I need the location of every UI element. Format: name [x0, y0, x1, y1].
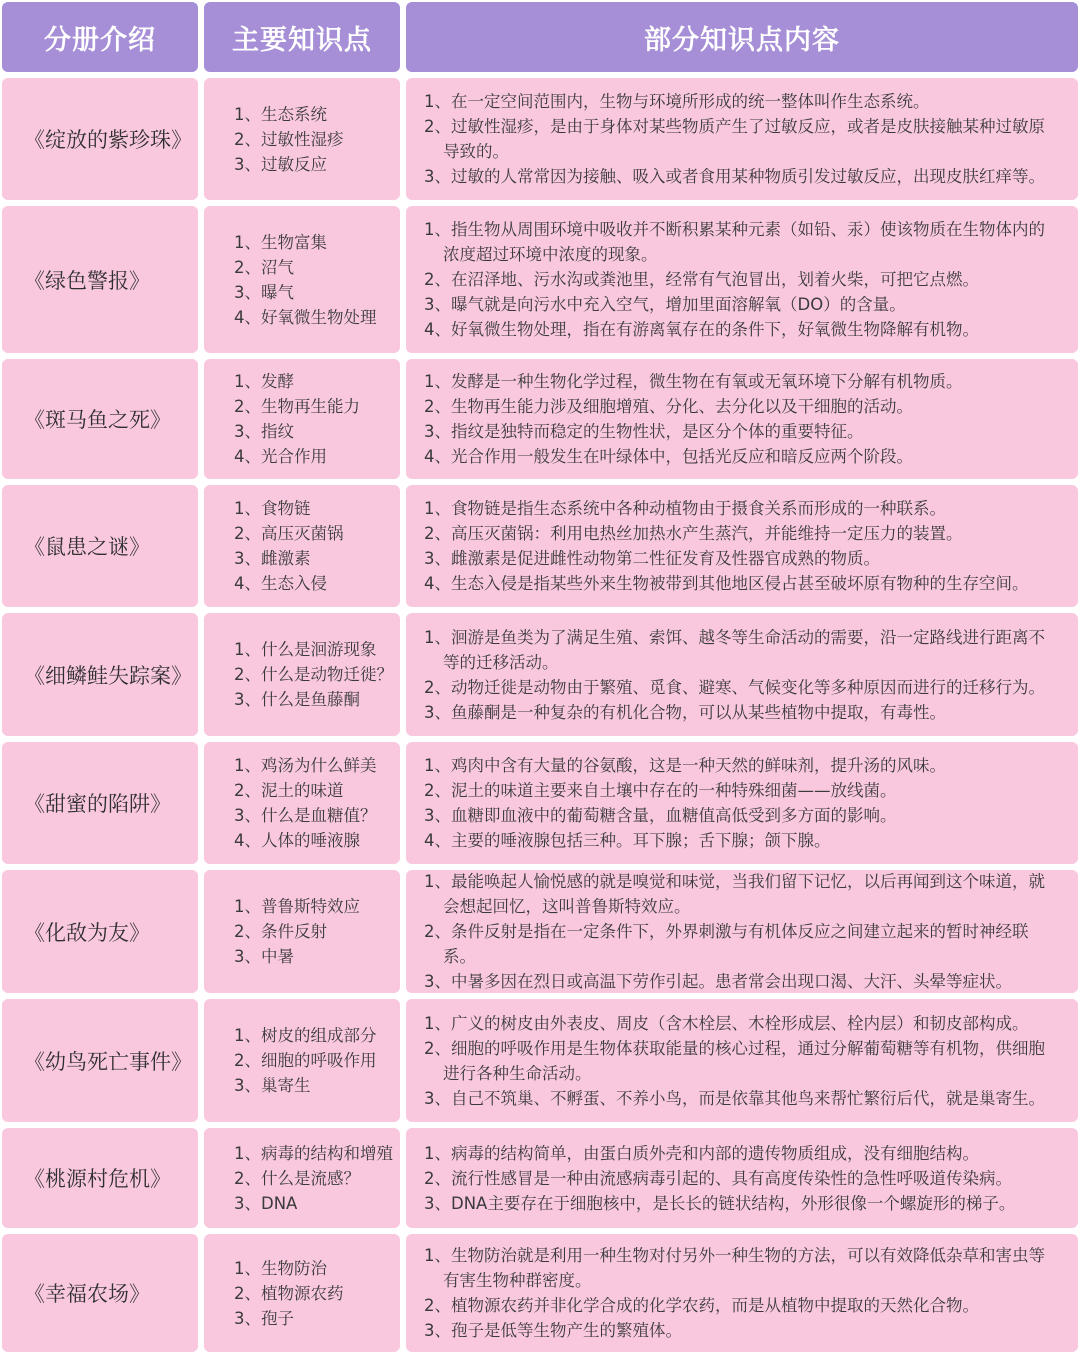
knowledge-content-item: 1、最能唤起人愉悦感的就是嗅觉和味觉，当我们留下记忆，以后再闻到这个味道，就会想起回忆，这叫普鲁斯特效应。 — [424, 872, 1045, 916]
knowledge-points — [204, 870, 400, 993]
knowledge-content-item: 3、雌激素是促进雌性动物第二性征发育及性器官成熟的物质。 — [424, 549, 880, 568]
knowledge-content-item: 4、生态入侵是指某些外来生物被带到其他地区侵占甚至破坏原有物种的生存空间。 — [424, 574, 1029, 593]
knowledge-point-item: 1、生物富集 — [234, 232, 327, 252]
knowledge-content-item: 3、指纹是独特而稳定的生物性状，是区分个体的重要特征。 — [424, 422, 864, 441]
knowledge-point-item: 2、泥土的味道 — [234, 781, 344, 800]
knowledge-points — [204, 1234, 400, 1352]
knowledge-point-item: 1、发酵 — [234, 372, 294, 391]
knowledge-point-item: 1、什么是洄游现象 — [234, 640, 377, 659]
knowledge-point-item: 3、中暑 — [234, 947, 294, 966]
knowledge-points — [204, 613, 400, 736]
knowledge-point-item: 2、什么是动物迁徙？ — [234, 665, 393, 684]
knowledge-point-item: 3、曝气 — [234, 282, 294, 302]
knowledge-point-item: 1、鸡汤为什么鲜美 — [234, 756, 377, 775]
book-title: 《绿色警报》 — [2, 206, 198, 353]
knowledge-content-item: 2、过敏性湿疹，是由于身体对某些物质产生了过敏反应，或者是皮肤接触某种过敏原导致的。 — [424, 117, 1045, 161]
book-title: 《斑马鱼之死》 — [2, 359, 198, 479]
book-title: 《化敌为友》 — [2, 870, 198, 993]
knowledge-content-item: 1、广义的树皮由外表皮、周皮（含木栓层、木栓形成层、栓内层）和韧皮部构成。 — [424, 1013, 1029, 1033]
knowledge-content — [406, 485, 1078, 607]
header-main-points: 主要知识点 — [204, 2, 400, 72]
knowledge-point-item: 2、生物再生能力 — [234, 397, 360, 416]
knowledge-point-item: 4、生态入侵 — [234, 574, 327, 593]
knowledge-point-item: 2、什么是流感？ — [234, 1168, 360, 1188]
knowledge-content-item: 2、植物源农药并非化学合成的化学农药，而是从植物中提取的天然化合物。 — [424, 1296, 979, 1315]
knowledge-points — [204, 78, 400, 200]
knowledge-content-item: 2、泥土的味道主要来自土壤中存在的一种特殊细菌——放线菌。 — [424, 781, 897, 800]
knowledge-point-item: 1、普鲁斯特效应 — [234, 897, 360, 916]
knowledge-content — [406, 78, 1078, 200]
knowledge-point-item: 1、树皮的组成部分 — [234, 1026, 377, 1045]
knowledge-content-item: 1、生物防治就是利用一种生物对付另外一种生物的方法，可以有效降低杂草和害虫等有害生物种群密度。 — [424, 1246, 1045, 1290]
knowledge-content-item: 1、发酵是一种生物化学过程，微生物在有氧或无氧环境下分解有机物质。 — [424, 372, 963, 391]
knowledge-content — [406, 359, 1078, 479]
knowledge-content-item: 2、细胞的呼吸作用是生物体获取能量的核心过程，通过分解葡萄糖等有机物，供细胞进行各种生命活动。 — [424, 1038, 1045, 1083]
knowledge-content-item: 2、动物迁徙是动物由于繁殖、觅食、避寒、气候变化等多种原因而进行的迁移行为。 — [424, 677, 1045, 697]
knowledge-content-item: 1、鸡肉中含有大量的谷氨酸，这是一种天然的鲜味剂，提升汤的风味。 — [424, 756, 946, 775]
knowledge-point-item: 2、高压灭菌锅 — [234, 524, 344, 543]
knowledge-point-item: 3、什么是鱼藤酮 — [234, 690, 360, 709]
knowledge-content-item: 2、生物再生能力涉及细胞增殖、分化、去分化以及干细胞的活动。 — [424, 397, 913, 416]
knowledge-point-item: 2、过敏性湿疹 — [234, 129, 344, 149]
knowledge-content-item: 1、病毒的结构简单，由蛋白质外壳和内部的遗传物质组成，没有细胞结构。 — [424, 1143, 979, 1163]
knowledge-content-item: 1、食物链是指生态系统中各种动植物由于摄食关系而形成的一种联系。 — [424, 499, 946, 518]
knowledge-point-item: 1、食物链 — [234, 499, 311, 518]
knowledge-content-item: 2、高压灭菌锅：利用电热丝加热水产生蒸汽，并能维持一定压力的装置。 — [424, 524, 963, 543]
knowledge-point-item: 3、过敏反应 — [234, 154, 327, 174]
knowledge-point-item: 1、生态系统 — [234, 104, 327, 124]
header-partial-content: 部分知识点内容 — [406, 2, 1078, 72]
knowledge-point-item: 2、细胞的呼吸作用 — [234, 1051, 377, 1070]
knowledge-content-item: 1、在一定空间范围内，生物与环境所形成的统一整体叫作生态系统。 — [424, 92, 930, 111]
knowledge-content-item: 4、好氧微生物处理，指在有游离氧存在的条件下，好氧微生物降解有机物。 — [424, 320, 979, 339]
knowledge-content — [406, 206, 1078, 353]
knowledge-point-item: 3、DNA — [234, 1193, 298, 1213]
knowledge-content-item: 2、条件反射是指在一定条件下，外界刺激与有机体反应之间建立起来的暂时神经联系。 — [424, 922, 1029, 966]
knowledge-content — [406, 1128, 1078, 1228]
knowledge-content-item: 4、主要的唾液腺包括三种。耳下腺；舌下腺；颌下腺。 — [424, 831, 831, 850]
knowledge-content-item: 3、中暑多因在烈日或高温下劳作引起。患者常会出现口渴、大汗、头晕等症状。 — [424, 972, 1012, 991]
knowledge-content — [406, 742, 1078, 864]
knowledge-point-item: 4、光合作用 — [234, 447, 327, 466]
knowledge-content-item: 1、洄游是鱼类为了满足生殖、索饵、越冬等生命活动的需要，沿一定路线进行距离不等的迁移活动。 — [424, 627, 1045, 672]
knowledge-points — [204, 359, 400, 479]
knowledge-content-item: 3、过敏的人常常因为接触、吸入或者食用某种物质引发过敏反应，出现皮肤红痒等。 — [424, 167, 1045, 186]
knowledge-content-item: 3、自己不筑巢、不孵蛋、不养小鸟，而是依靠其他鸟来帮忙繁衍后代，就是巢寄生。 — [424, 1088, 1045, 1108]
knowledge-point-item: 3、孢子 — [234, 1308, 294, 1328]
knowledge-content — [406, 613, 1078, 736]
knowledge-content-item: 2、流行性感冒是一种由流感病毒引起的、具有高度传染性的急性呼吸道传染病。 — [424, 1168, 1012, 1188]
knowledge-point-item: 3、巢寄生 — [234, 1076, 311, 1095]
knowledge-point-item: 1、生物防治 — [234, 1258, 327, 1278]
knowledge-content-item: 2、在沼泽地、污水沟或粪池里，经常有气泡冒出，划着火柴，可把它点燃。 — [424, 270, 979, 289]
knowledge-points — [204, 485, 400, 607]
knowledge-content — [406, 999, 1078, 1122]
knowledge-point-item: 2、植物源农药 — [234, 1283, 344, 1303]
knowledge-content-item: 4、光合作用一般发生在叶绿体中，包括光反应和暗反应两个阶段。 — [424, 447, 913, 466]
book-title: 《桃源村危机》 — [2, 1128, 198, 1228]
knowledge-point-item: 2、条件反射 — [234, 922, 327, 941]
knowledge-content-item: 3、DNA主要存在于细胞核中，是长长的链状结构，外形很像一个螺旋形的梯子。 — [424, 1193, 1016, 1213]
book-title: 《细鳞鲑失踪案》 — [2, 613, 198, 736]
knowledge-point-item: 4、人体的唾液腺 — [234, 831, 360, 850]
knowledge-point-item: 3、雌激素 — [234, 549, 311, 568]
book-title: 《幸福农场》 — [2, 1234, 198, 1352]
knowledge-point-item: 3、指纹 — [234, 422, 294, 441]
book-title: 《甜蜜的陷阱》 — [2, 742, 198, 864]
book-title: 《绽放的紫珍珠》 — [2, 78, 198, 200]
book-title: 《幼鸟死亡事件》 — [2, 999, 198, 1122]
knowledge-content-item: 3、曝气就是向污水中充入空气，增加里面溶解氧（DO）的含量。 — [424, 295, 906, 314]
knowledge-content-item: 3、血糖即血液中的葡萄糖含量，血糖值高低受到多方面的影响。 — [424, 806, 897, 825]
knowledge-content-item: 3、孢子是低等生物产生的繁殖体。 — [424, 1321, 682, 1340]
knowledge-points — [204, 742, 400, 864]
knowledge-point-item: 2、沼气 — [234, 257, 294, 277]
knowledge-point-item: 3、什么是血糖值？ — [234, 806, 377, 825]
book-title: 《鼠患之谜》 — [2, 485, 198, 607]
knowledge-content-item: 3、鱼藤酮是一种复杂的有机化合物，可以从某些植物中提取，有毒性。 — [424, 702, 946, 722]
knowledge-point-item: 4、好氧微生物处理 — [234, 307, 377, 327]
knowledge-point-item: 1、病毒的结构和增殖 — [234, 1143, 393, 1163]
knowledge-points — [204, 1128, 400, 1228]
knowledge-content — [406, 1234, 1078, 1352]
knowledge-content — [406, 870, 1078, 993]
knowledge-points — [204, 206, 400, 353]
knowledge-points — [204, 999, 400, 1122]
header-book-intro: 分册介绍 — [2, 2, 198, 72]
knowledge-content-item: 1、指生物从周围环境中吸收并不断积累某种元素（如铅、汞）使该物质在生物体内的浓度超过环境中浓度的现象。 — [424, 220, 1045, 264]
